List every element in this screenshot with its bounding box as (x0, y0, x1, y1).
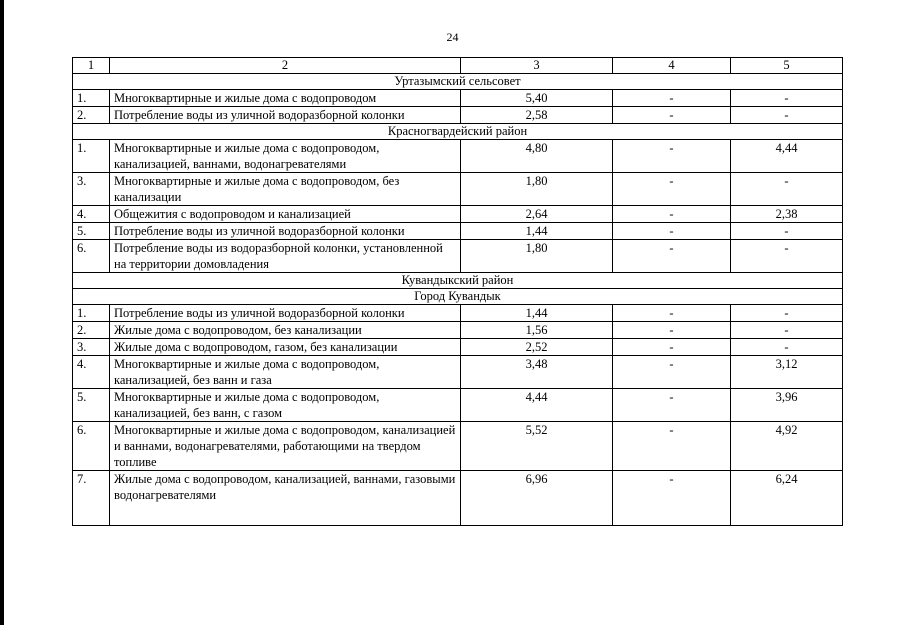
table-row (73, 107, 843, 124)
row-value-col4: - (613, 389, 731, 422)
row-description: Многоквартирные и жилые дома с водопроводом, канализацией, без ванн, с газом (110, 389, 461, 422)
row-value-col3: 4,80 (461, 140, 613, 173)
section-title: Красногвардейский район (73, 124, 843, 140)
table-row (73, 305, 843, 322)
row-value-col5: - (731, 90, 843, 107)
row-value-col3: 1,80 (461, 173, 613, 206)
row-description: Жилые дома с водопроводом, газом, без канализации (110, 339, 461, 356)
row-description: Потребление воды из уличной водоразборной колонки (110, 223, 461, 240)
row-description: Потребление воды из уличной водоразборной колонки (110, 107, 461, 124)
row-value-col5: - (731, 223, 843, 240)
row-value-col4: - (613, 305, 731, 322)
row-value-col4: - (613, 322, 731, 339)
table-row (73, 206, 843, 223)
row-description: Многоквартирные и жилые дома с водопроводом, канализацией, ваннами, водонагревателями (110, 140, 461, 173)
row-value-col5: 3,96 (731, 389, 843, 422)
page-number: 24 (446, 30, 459, 44)
row-value-col4: - (613, 107, 731, 124)
section-title: Город Кувандык (73, 289, 843, 305)
row-description: Жилые дома с водопроводом, без канализации (110, 322, 461, 339)
row-number: 1. (73, 305, 110, 322)
row-value-col5: - (731, 339, 843, 356)
row-value-col4: - (613, 422, 731, 471)
row-number: 7. (73, 471, 110, 526)
row-value-col5: - (731, 240, 843, 273)
header-col-1: 1 (73, 58, 110, 74)
row-number: 6. (73, 240, 110, 273)
table-row (73, 240, 843, 273)
table-row (73, 322, 843, 339)
row-value-col4: - (613, 339, 731, 356)
header-col-3: 3 (461, 58, 613, 74)
row-number: 3. (73, 173, 110, 206)
row-description: Жилые дома с водопроводом, канализацией, ваннами, газовыми водонагревателями (110, 471, 461, 526)
table-body (73, 74, 843, 526)
row-value-col5: - (731, 173, 843, 206)
header-col-2: 2 (110, 58, 461, 74)
row-value-col4: - (613, 173, 731, 206)
row-value-col5: 3,12 (731, 356, 843, 389)
row-description: Общежития с водопроводом и канализацией (110, 206, 461, 223)
row-value-col3: 5,52 (461, 422, 613, 471)
row-value-col4: - (613, 223, 731, 240)
row-value-col4: - (613, 471, 731, 526)
row-value-col3: 1,44 (461, 223, 613, 240)
table-row (73, 471, 843, 526)
row-value-col3: 6,96 (461, 471, 613, 526)
row-value-col3: 2,58 (461, 107, 613, 124)
header-row (73, 58, 843, 74)
table-row (73, 140, 843, 173)
section-row (73, 289, 843, 305)
row-number: 5. (73, 389, 110, 422)
row-value-col4: - (613, 140, 731, 173)
section-row (73, 273, 843, 289)
section-title: Кувандыкский район (73, 273, 843, 289)
row-value-col5: - (731, 107, 843, 124)
table-row (73, 223, 843, 240)
row-value-col5: - (731, 322, 843, 339)
row-value-col5: 2,38 (731, 206, 843, 223)
section-title: Уртазымский сельсовет (73, 74, 843, 90)
row-value-col5: - (731, 305, 843, 322)
row-value-col3: 3,48 (461, 356, 613, 389)
row-number: 1. (73, 90, 110, 107)
row-value-col3: 2,64 (461, 206, 613, 223)
table-row (73, 90, 843, 107)
table-row (73, 422, 843, 471)
row-number: 1. (73, 140, 110, 173)
tariff-table (72, 57, 843, 526)
row-value-col3: 2,52 (461, 339, 613, 356)
row-description: Многоквартирные и жилые дома с водопроводом, канализацией, без ванн и газа (110, 356, 461, 389)
row-value-col4: - (613, 90, 731, 107)
header-col-4: 4 (613, 58, 731, 74)
table-row (73, 339, 843, 356)
row-description: Многоквартирные и жилые дома с водопроводом (110, 90, 461, 107)
row-value-col4: - (613, 206, 731, 223)
row-value-col3: 5,40 (461, 90, 613, 107)
table-row (73, 389, 843, 422)
table-header (73, 58, 843, 74)
page-edge-bar (0, 0, 4, 625)
row-value-col5: 4,44 (731, 140, 843, 173)
row-value-col3: 1,80 (461, 240, 613, 273)
row-value-col4: - (613, 356, 731, 389)
row-number: 3. (73, 339, 110, 356)
section-row (73, 124, 843, 140)
header-col-5: 5 (731, 58, 843, 74)
row-number: 6. (73, 422, 110, 471)
row-value-col5: 6,24 (731, 471, 843, 526)
table-row (73, 356, 843, 389)
row-description: Многоквартирные и жилые дома с водопроводом, канализацией и ваннами, водонагревателями, работающими на твердом топливе (110, 422, 461, 471)
row-value-col3: 1,56 (461, 322, 613, 339)
row-value-col3: 4,44 (461, 389, 613, 422)
row-description: Потребление воды из уличной водоразборной колонки (110, 305, 461, 322)
row-number: 4. (73, 206, 110, 223)
row-number: 2. (73, 107, 110, 124)
row-number: 5. (73, 223, 110, 240)
table-row (73, 173, 843, 206)
row-description: Потребление воды из водоразборной колонки, установленной на территории домовладения (110, 240, 461, 273)
row-value-col3: 1,44 (461, 305, 613, 322)
row-description: Многоквартирные и жилые дома с водопроводом, без канализации (110, 173, 461, 206)
row-value-col4: - (613, 240, 731, 273)
row-number: 2. (73, 322, 110, 339)
section-row (73, 74, 843, 90)
row-number: 4. (73, 356, 110, 389)
row-value-col5: 4,92 (731, 422, 843, 471)
